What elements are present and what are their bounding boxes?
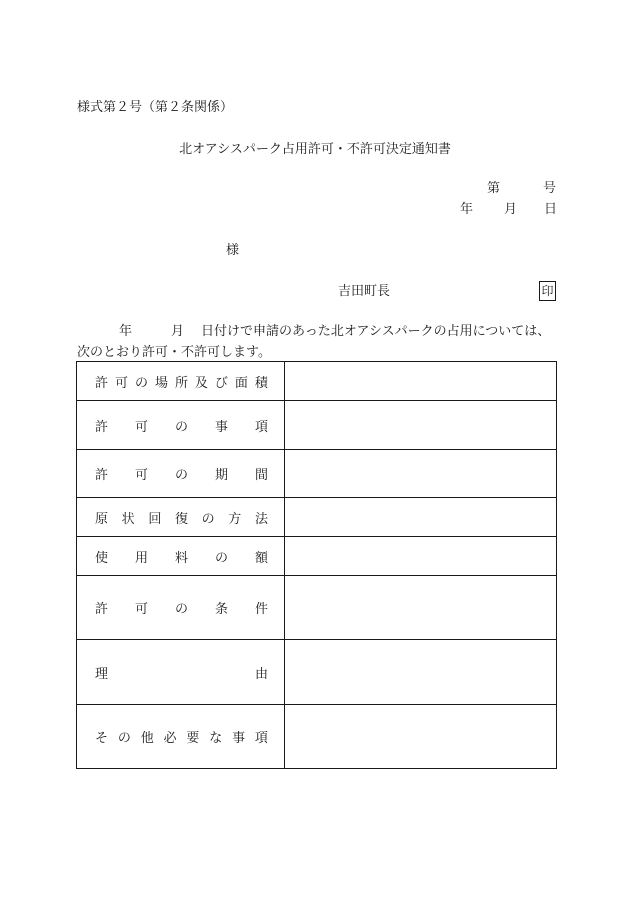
row-label-cell xyxy=(77,537,285,576)
label-char: 許 xyxy=(95,602,109,617)
label-char: そ xyxy=(95,731,109,746)
label-char: 要 xyxy=(186,731,200,746)
label-char: 復 xyxy=(174,511,188,527)
label-char: 期 xyxy=(214,468,228,483)
row-label-cell xyxy=(77,498,285,537)
label-char: 条 xyxy=(214,602,228,617)
label-char: 面 xyxy=(234,375,248,391)
date-year: 年 xyxy=(460,202,474,217)
label-char: の xyxy=(174,602,188,617)
label-char: 項 xyxy=(254,419,268,435)
table-row xyxy=(77,401,557,450)
label-char: 原 xyxy=(95,511,109,527)
label-char: 積 xyxy=(254,375,268,391)
row-label-cell xyxy=(77,705,285,769)
label-char: 事 xyxy=(214,419,228,435)
row-label-cell xyxy=(77,362,285,401)
form-number: 様式第２号（第２条関係） xyxy=(77,100,234,115)
label-char: 所 xyxy=(174,375,188,391)
label-char: 方 xyxy=(228,511,242,527)
label-char: 可 xyxy=(114,375,128,391)
row-value-cell[interactable] xyxy=(285,537,557,576)
row-label-cell xyxy=(77,576,285,640)
seal-mark: 印 xyxy=(539,281,556,301)
body-text-rest: 日付けで申請のあった北オアシスパークの占用については、 xyxy=(201,324,551,339)
row-label xyxy=(77,663,284,682)
row-value-cell[interactable] xyxy=(285,705,557,769)
label-char: 必 xyxy=(163,731,177,746)
document-title: 北オアシスパーク占用許可・不許可決定通知書 xyxy=(179,142,451,157)
label-char: の xyxy=(201,511,215,527)
permit-details-table xyxy=(76,361,557,769)
number-suffix: 号 xyxy=(543,181,557,196)
label-char: な xyxy=(209,731,223,746)
label-char: 許 xyxy=(95,419,109,435)
row-label xyxy=(77,727,284,746)
label-char: 使 xyxy=(95,550,109,566)
table-row xyxy=(77,450,557,498)
label-char: 可 xyxy=(134,419,148,435)
row-label-cell xyxy=(77,450,285,498)
table-row xyxy=(77,640,557,705)
label-char: 項 xyxy=(254,731,268,746)
label-char: 額 xyxy=(254,550,268,566)
row-value-cell[interactable] xyxy=(285,576,557,640)
row-label xyxy=(77,547,284,566)
label-char: 回 xyxy=(148,511,162,527)
row-label xyxy=(77,508,284,527)
addressee-honorific: 様 xyxy=(226,243,240,258)
label-char: 可 xyxy=(134,602,148,617)
date-month: 月 xyxy=(504,202,518,217)
row-value-cell[interactable] xyxy=(285,640,557,705)
label-char: 許 xyxy=(95,375,109,391)
row-label xyxy=(77,598,284,617)
row-value-cell[interactable] xyxy=(285,498,557,537)
number-prefix: 第 xyxy=(487,181,501,196)
label-char: 状 xyxy=(121,511,135,527)
row-label-cell xyxy=(77,401,285,450)
table-row xyxy=(77,705,557,769)
label-char: 及 xyxy=(194,375,208,391)
label-char: 料 xyxy=(174,550,188,566)
row-value-cell[interactable] xyxy=(285,401,557,450)
table-row xyxy=(77,498,557,537)
date-day: 日 xyxy=(544,202,558,217)
label-char: 許 xyxy=(95,468,109,483)
label-char: び xyxy=(214,375,228,391)
label-char: 場 xyxy=(154,375,168,391)
label-char: の xyxy=(174,468,188,483)
label-char: 由 xyxy=(254,666,268,682)
label-char: 可 xyxy=(134,468,148,483)
table-row xyxy=(77,576,557,640)
body-month: 月 xyxy=(171,324,185,339)
label-char: 用 xyxy=(134,550,148,566)
row-label-cell xyxy=(77,640,285,705)
row-label xyxy=(77,464,284,483)
label-char: の xyxy=(134,375,148,391)
row-label xyxy=(77,372,284,391)
body-year: 年 xyxy=(119,324,133,339)
body-text-line-2: 次のとおり許可・不許可します。 xyxy=(77,345,271,360)
label-char: 理 xyxy=(95,666,109,682)
table-row xyxy=(77,362,557,401)
label-char: の xyxy=(214,550,228,566)
table-row xyxy=(77,537,557,576)
label-char: 事 xyxy=(232,731,246,746)
label-char: 他 xyxy=(140,731,154,746)
row-value-cell[interactable] xyxy=(285,362,557,401)
label-char: の xyxy=(174,419,188,435)
label-char: 間 xyxy=(254,468,268,483)
issuer-name: 吉田町長 xyxy=(338,284,391,299)
label-char: 法 xyxy=(254,511,268,527)
label-char: の xyxy=(117,731,131,746)
label-char: 件 xyxy=(254,602,268,617)
row-label xyxy=(77,416,284,435)
row-value-cell[interactable] xyxy=(285,450,557,498)
